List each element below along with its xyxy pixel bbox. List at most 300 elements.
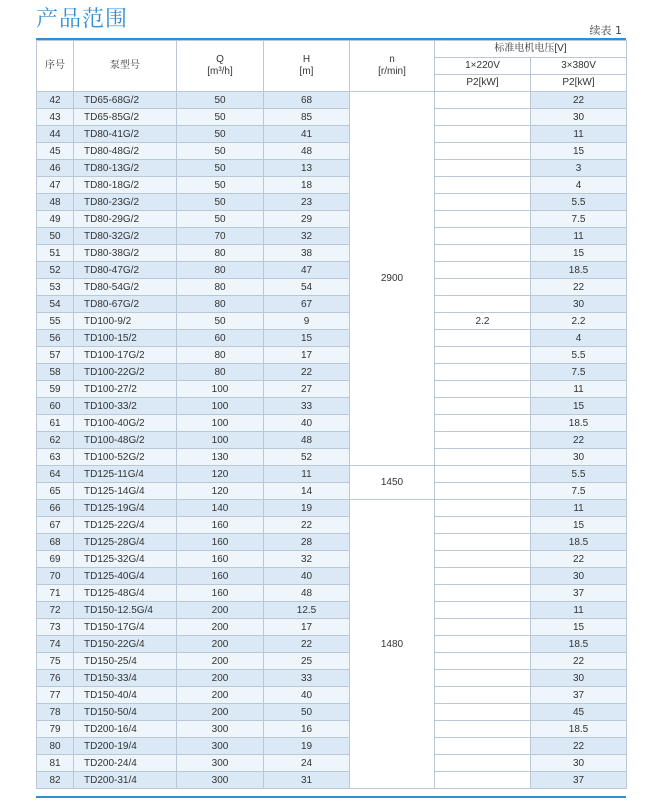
row-flow: 160 (177, 517, 264, 534)
row-power-single (435, 517, 531, 534)
row-head: 47 (264, 262, 350, 279)
row-model: TD65-85G/2 (74, 109, 177, 126)
row-power-three: 15 (531, 143, 627, 160)
row-model: TD80-29G/2 (74, 211, 177, 228)
row-index: 46 (37, 160, 74, 177)
row-index: 70 (37, 568, 74, 585)
row-power-three: 5.5 (531, 466, 627, 483)
header-head-unit: [m] (299, 66, 314, 77)
row-head: 33 (264, 670, 350, 687)
row-model: TD125-48G/4 (74, 585, 177, 602)
row-head: 11 (264, 466, 350, 483)
row-flow: 160 (177, 551, 264, 568)
row-power-single (435, 143, 531, 160)
table-row (37, 755, 627, 772)
row-index: 71 (37, 585, 74, 602)
row-power-single (435, 177, 531, 194)
row-power-single (435, 245, 531, 262)
row-head: 24 (264, 755, 350, 772)
row-model: TD150-50/4 (74, 704, 177, 721)
row-index: 43 (37, 109, 74, 126)
row-power-three: 30 (531, 568, 627, 585)
row-model: TD150-40/4 (74, 687, 177, 704)
row-power-single: 2.2 (435, 313, 531, 330)
header-model: 泵型号 (74, 41, 177, 92)
row-head: 9 (264, 313, 350, 330)
row-head: 28 (264, 534, 350, 551)
row-power-single (435, 670, 531, 687)
row-flow: 50 (177, 126, 264, 143)
row-head: 40 (264, 687, 350, 704)
row-power-three: 7.5 (531, 364, 627, 381)
row-head: 29 (264, 211, 350, 228)
row-power-single (435, 126, 531, 143)
row-index: 80 (37, 738, 74, 755)
row-model: TD125-40G/4 (74, 568, 177, 585)
row-power-single (435, 228, 531, 245)
table-row (37, 738, 627, 755)
table-row (37, 415, 627, 432)
row-index: 72 (37, 602, 74, 619)
table-row (37, 602, 627, 619)
table-row (37, 330, 627, 347)
row-power-single (435, 296, 531, 313)
row-index: 67 (37, 517, 74, 534)
table-row (37, 636, 627, 653)
row-flow: 200 (177, 670, 264, 687)
table-row (37, 517, 627, 534)
row-model: TD150-22G/4 (74, 636, 177, 653)
row-power-three: 37 (531, 585, 627, 602)
row-head: 12.5 (264, 602, 350, 619)
row-model: TD125-14G/4 (74, 483, 177, 500)
row-head: 50 (264, 704, 350, 721)
header-three-phase: 3×380V (531, 58, 627, 75)
row-index: 82 (37, 772, 74, 789)
row-flow: 160 (177, 534, 264, 551)
row-power-single (435, 500, 531, 517)
row-flow: 50 (177, 160, 264, 177)
row-power-three: 3 (531, 160, 627, 177)
table-row (37, 347, 627, 364)
table-note: 续表 1 (589, 24, 622, 37)
row-power-single (435, 415, 531, 432)
table-row (37, 398, 627, 415)
table-row (37, 228, 627, 245)
header-head (264, 41, 350, 92)
row-model: TD100-33/2 (74, 398, 177, 415)
row-head: 25 (264, 653, 350, 670)
row-index: 74 (37, 636, 74, 653)
row-power-single (435, 755, 531, 772)
row-head: 48 (264, 432, 350, 449)
row-index: 77 (37, 687, 74, 704)
row-head: 48 (264, 585, 350, 602)
header-flow-unit: [m³/h] (207, 66, 233, 77)
header-head-symbol: H (302, 54, 311, 65)
bottom-rule (36, 796, 626, 798)
row-flow: 50 (177, 177, 264, 194)
row-power-three: 15 (531, 398, 627, 415)
row-index: 76 (37, 670, 74, 687)
row-flow: 140 (177, 500, 264, 517)
row-model: TD200-31/4 (74, 772, 177, 789)
table-row (37, 585, 627, 602)
row-head: 27 (264, 381, 350, 398)
row-flow: 70 (177, 228, 264, 245)
row-index: 63 (37, 449, 74, 466)
table-row (37, 211, 627, 228)
row-head: 33 (264, 398, 350, 415)
row-flow: 120 (177, 483, 264, 500)
row-power-three: 11 (531, 381, 627, 398)
row-index: 53 (37, 279, 74, 296)
pump-spec-table (36, 40, 627, 789)
row-head: 31 (264, 772, 350, 789)
row-power-three: 22 (531, 432, 627, 449)
row-power-single (435, 721, 531, 738)
row-power-three: 15 (531, 517, 627, 534)
table-row (37, 364, 627, 381)
row-power-three: 18.5 (531, 262, 627, 279)
row-head: 18 (264, 177, 350, 194)
row-index: 55 (37, 313, 74, 330)
table-row (37, 296, 627, 313)
row-model: TD80-13G/2 (74, 160, 177, 177)
table-row (37, 568, 627, 585)
row-power-three: 11 (531, 126, 627, 143)
table-row (37, 466, 627, 483)
row-head: 52 (264, 449, 350, 466)
row-flow: 80 (177, 296, 264, 313)
row-power-single (435, 279, 531, 296)
row-power-three: 18.5 (531, 534, 627, 551)
row-index: 52 (37, 262, 74, 279)
row-index: 58 (37, 364, 74, 381)
row-flow: 160 (177, 568, 264, 585)
row-head: 22 (264, 517, 350, 534)
row-power-three: 30 (531, 670, 627, 687)
row-power-single (435, 619, 531, 636)
row-head: 32 (264, 551, 350, 568)
row-index: 49 (37, 211, 74, 228)
row-power-three: 37 (531, 772, 627, 789)
table-row (37, 177, 627, 194)
row-head: 32 (264, 228, 350, 245)
row-power-three: 37 (531, 687, 627, 704)
row-power-single (435, 449, 531, 466)
table-row (37, 721, 627, 738)
row-head: 14 (264, 483, 350, 500)
table-row (37, 126, 627, 143)
header-flow (177, 41, 264, 92)
row-flow: 300 (177, 755, 264, 772)
table-row (37, 551, 627, 568)
header-flow-symbol: Q (216, 54, 224, 65)
row-power-single (435, 262, 531, 279)
row-index: 61 (37, 415, 74, 432)
row-flow: 200 (177, 653, 264, 670)
row-model: TD80-54G/2 (74, 279, 177, 296)
row-flow: 60 (177, 330, 264, 347)
row-power-single (435, 602, 531, 619)
row-flow: 50 (177, 194, 264, 211)
row-flow: 80 (177, 364, 264, 381)
row-power-three: 22 (531, 653, 627, 670)
table-row (37, 262, 627, 279)
row-flow: 120 (177, 466, 264, 483)
table-row (37, 704, 627, 721)
row-index: 50 (37, 228, 74, 245)
row-model: TD80-32G/2 (74, 228, 177, 245)
row-model: TD150-33/4 (74, 670, 177, 687)
table-row (37, 534, 627, 551)
row-flow: 80 (177, 347, 264, 364)
row-power-single (435, 466, 531, 483)
table-row (37, 670, 627, 687)
row-power-single (435, 194, 531, 211)
table-row (37, 279, 627, 296)
header-speed-unit: [r/min] (378, 66, 406, 77)
row-power-single (435, 211, 531, 228)
row-head: 54 (264, 279, 350, 296)
row-model: TD100-9/2 (74, 313, 177, 330)
row-power-single (435, 636, 531, 653)
row-flow: 300 (177, 772, 264, 789)
row-model: TD80-47G/2 (74, 262, 177, 279)
row-flow: 50 (177, 211, 264, 228)
row-power-three: 18.5 (531, 721, 627, 738)
row-head: 67 (264, 296, 350, 313)
row-index: 75 (37, 653, 74, 670)
row-power-three: 22 (531, 551, 627, 568)
table-row (37, 313, 627, 330)
row-flow: 160 (177, 585, 264, 602)
row-flow: 100 (177, 432, 264, 449)
row-flow: 80 (177, 262, 264, 279)
row-power-three: 7.5 (531, 483, 627, 500)
row-head: 23 (264, 194, 350, 211)
row-index: 56 (37, 330, 74, 347)
header-power-single: P2[kW] (435, 75, 531, 92)
speed-group: 1450 (350, 466, 435, 500)
row-power-three: 7.5 (531, 211, 627, 228)
row-power-three: 11 (531, 602, 627, 619)
row-model: TD80-41G/2 (74, 126, 177, 143)
row-head: 68 (264, 92, 350, 109)
row-head: 19 (264, 500, 350, 517)
row-power-single (435, 381, 531, 398)
row-model: TD100-52G/2 (74, 449, 177, 466)
table-row (37, 245, 627, 262)
row-flow: 300 (177, 738, 264, 755)
speed-group: 1480 (350, 500, 435, 789)
row-model: TD125-22G/4 (74, 517, 177, 534)
row-power-three: 30 (531, 755, 627, 772)
row-power-three: 5.5 (531, 194, 627, 211)
row-power-three: 30 (531, 296, 627, 313)
header-power-three: P2[kW] (531, 75, 627, 92)
row-index: 59 (37, 381, 74, 398)
row-head: 22 (264, 636, 350, 653)
row-power-single (435, 160, 531, 177)
table-row (37, 381, 627, 398)
table-row (37, 772, 627, 789)
row-flow: 100 (177, 381, 264, 398)
row-head: 15 (264, 330, 350, 347)
row-model: TD80-23G/2 (74, 194, 177, 211)
table-body (37, 92, 627, 789)
row-model: TD200-19/4 (74, 738, 177, 755)
row-power-three: 45 (531, 704, 627, 721)
table-row (37, 194, 627, 211)
row-model: TD125-32G/4 (74, 551, 177, 568)
table-row (37, 619, 627, 636)
row-power-three: 11 (531, 500, 627, 517)
row-model: TD125-11G/4 (74, 466, 177, 483)
table-row (37, 653, 627, 670)
row-flow: 200 (177, 687, 264, 704)
table-row (37, 109, 627, 126)
row-power-three: 15 (531, 245, 627, 262)
table-row (37, 143, 627, 160)
row-head: 85 (264, 109, 350, 126)
row-model: TD125-19G/4 (74, 500, 177, 517)
row-head: 19 (264, 738, 350, 755)
header-single-phase: 1×220V (435, 58, 531, 75)
table-row (37, 500, 627, 517)
row-index: 44 (37, 126, 74, 143)
row-index: 64 (37, 466, 74, 483)
row-power-single (435, 109, 531, 126)
row-flow: 200 (177, 602, 264, 619)
row-model: TD80-67G/2 (74, 296, 177, 313)
row-flow: 50 (177, 92, 264, 109)
row-index: 78 (37, 704, 74, 721)
row-model: TD150-17G/4 (74, 619, 177, 636)
row-head: 17 (264, 619, 350, 636)
row-flow: 200 (177, 619, 264, 636)
row-power-single (435, 534, 531, 551)
row-head: 40 (264, 415, 350, 432)
row-power-single (435, 432, 531, 449)
row-power-single (435, 704, 531, 721)
row-head: 17 (264, 347, 350, 364)
row-head: 41 (264, 126, 350, 143)
row-power-three: 22 (531, 92, 627, 109)
row-index: 60 (37, 398, 74, 415)
table-row (37, 160, 627, 177)
row-flow: 50 (177, 109, 264, 126)
row-model: TD200-24/4 (74, 755, 177, 772)
row-flow: 50 (177, 313, 264, 330)
row-power-three: 18.5 (531, 636, 627, 653)
header-index: 序号 (37, 41, 74, 92)
row-index: 45 (37, 143, 74, 160)
row-model: TD80-38G/2 (74, 245, 177, 262)
row-power-single (435, 364, 531, 381)
row-index: 57 (37, 347, 74, 364)
row-model: TD100-15/2 (74, 330, 177, 347)
row-power-three: 22 (531, 738, 627, 755)
row-index: 51 (37, 245, 74, 262)
table-row (37, 687, 627, 704)
row-power-single (435, 551, 531, 568)
row-power-single (435, 738, 531, 755)
row-power-single (435, 92, 531, 109)
row-flow: 80 (177, 245, 264, 262)
row-index: 68 (37, 534, 74, 551)
page-title: 产品范围 (36, 7, 129, 32)
row-index: 81 (37, 755, 74, 772)
row-flow: 80 (177, 279, 264, 296)
row-flow: 130 (177, 449, 264, 466)
row-model: TD80-48G/2 (74, 143, 177, 160)
row-head: 40 (264, 568, 350, 585)
row-power-three: 4 (531, 330, 627, 347)
row-power-single (435, 347, 531, 364)
row-power-single (435, 585, 531, 602)
row-flow: 100 (177, 398, 264, 415)
table-row (37, 432, 627, 449)
row-power-three: 15 (531, 619, 627, 636)
row-model: TD150-25/4 (74, 653, 177, 670)
row-index: 54 (37, 296, 74, 313)
row-power-single (435, 398, 531, 415)
row-index: 79 (37, 721, 74, 738)
row-model: TD125-28G/4 (74, 534, 177, 551)
table-row (37, 92, 627, 109)
row-index: 48 (37, 194, 74, 211)
row-power-single (435, 772, 531, 789)
row-power-single (435, 687, 531, 704)
speed-group: 2900 (350, 92, 435, 466)
row-flow: 200 (177, 636, 264, 653)
row-flow: 300 (177, 721, 264, 738)
row-head: 38 (264, 245, 350, 262)
row-model: TD100-27/2 (74, 381, 177, 398)
row-power-three: 5.5 (531, 347, 627, 364)
row-index: 62 (37, 432, 74, 449)
row-model: TD200-16/4 (74, 721, 177, 738)
row-flow: 200 (177, 704, 264, 721)
row-power-three: 22 (531, 279, 627, 296)
row-model: TD100-48G/2 (74, 432, 177, 449)
row-power-three: 11 (531, 228, 627, 245)
table-row (37, 483, 627, 500)
row-index: 73 (37, 619, 74, 636)
row-flow: 100 (177, 415, 264, 432)
row-index: 69 (37, 551, 74, 568)
row-model: TD100-40G/2 (74, 415, 177, 432)
header-speed-symbol: n (389, 54, 395, 65)
row-index: 47 (37, 177, 74, 194)
row-power-single (435, 653, 531, 670)
row-index: 66 (37, 500, 74, 517)
row-head: 13 (264, 160, 350, 177)
row-model: TD80-18G/2 (74, 177, 177, 194)
row-flow: 50 (177, 143, 264, 160)
header-voltage-group: 标准电机电压[V] (435, 41, 627, 58)
header-speed (350, 41, 435, 92)
row-power-single (435, 483, 531, 500)
row-head: 22 (264, 364, 350, 381)
row-index: 42 (37, 92, 74, 109)
row-power-three: 30 (531, 109, 627, 126)
row-index: 65 (37, 483, 74, 500)
row-head: 16 (264, 721, 350, 738)
row-model: TD65-68G/2 (74, 92, 177, 109)
